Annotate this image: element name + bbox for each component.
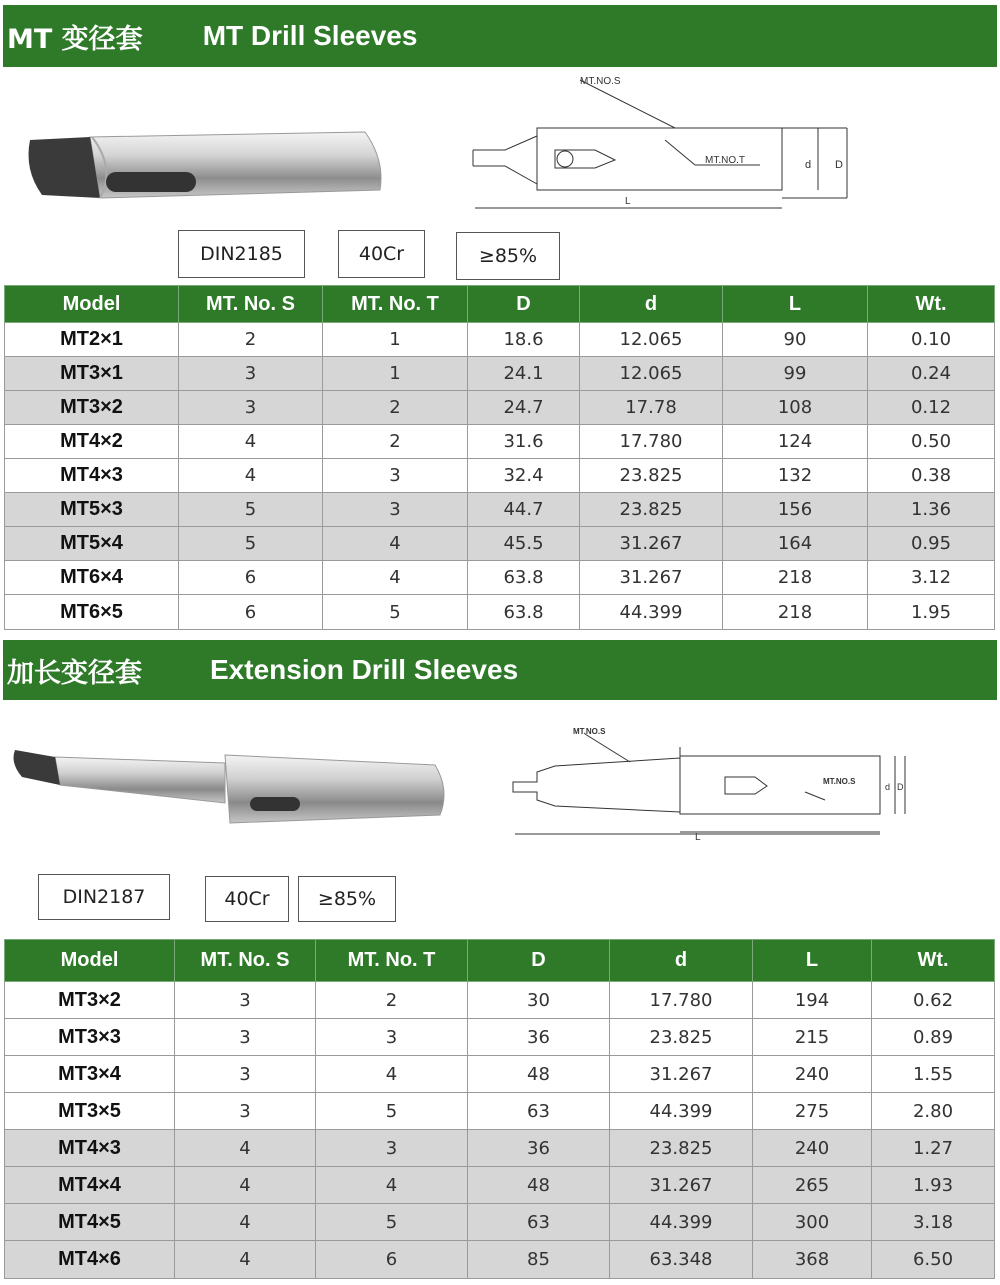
table-row [5, 323, 995, 357]
table-cell: 6 [316, 1241, 468, 1279]
col-weight: Wt. [872, 940, 995, 982]
table-cell: 5 [323, 595, 468, 630]
table-row [5, 425, 995, 459]
table-row [5, 459, 995, 493]
table-cell: 36 [468, 1019, 610, 1056]
table-cell: 0.38 [868, 459, 995, 493]
table-cell: 164 [723, 527, 868, 561]
table-cell: 63 [468, 1204, 610, 1241]
label-mt-no-t: MT.NO.T [705, 155, 745, 166]
model-cell: MT5×4 [5, 527, 179, 561]
table-cell: 90 [723, 323, 868, 357]
table-row [5, 1241, 995, 1279]
table-cell: 63 [468, 1093, 610, 1130]
table-cell: 31.267 [610, 1056, 753, 1093]
label-length: L [695, 832, 701, 843]
label-big-d: D [897, 782, 904, 792]
col-mt-no-s: MT. No. S [179, 286, 323, 323]
table-cell: 1.93 [872, 1167, 995, 1204]
model-cell: MT6×4 [5, 561, 179, 595]
model-cell: MT3×3 [5, 1019, 175, 1056]
table-cell: 48 [468, 1056, 610, 1093]
table-cell: 63.348 [610, 1241, 753, 1279]
table-cell: 156 [723, 493, 868, 527]
col-weight: Wt. [868, 286, 995, 323]
table-cell: 3 [175, 1093, 316, 1130]
section1-title-bar [3, 5, 997, 67]
table-cell: 3 [316, 1019, 468, 1056]
col-mt-no-s: MT. No. S [175, 940, 316, 982]
table-cell: 2 [323, 391, 468, 425]
table-cell: 44.7 [468, 493, 580, 527]
table-row [5, 1056, 995, 1093]
table-cell: 3 [179, 357, 323, 391]
model-cell: MT4×2 [5, 425, 179, 459]
col-model: Model [5, 940, 175, 982]
table-cell: 3 [316, 1130, 468, 1167]
col-small-d: d [610, 940, 753, 982]
table-cell: 5 [179, 527, 323, 561]
model-cell: MT4×3 [5, 459, 179, 493]
model-cell: MT3×1 [5, 357, 179, 391]
spec-hardness: ≥85% [456, 232, 560, 280]
table-cell: 240 [753, 1056, 872, 1093]
table-cell: 23.825 [580, 459, 723, 493]
label-small-d: d [805, 159, 812, 171]
table-cell: 4 [175, 1130, 316, 1167]
model-cell: MT4×4 [5, 1167, 175, 1204]
extension-sleeve-photo [10, 735, 455, 835]
model-cell: MT3×2 [5, 391, 179, 425]
table-cell: 194 [753, 982, 872, 1019]
table-row [5, 493, 995, 527]
table-cell: 12.065 [580, 357, 723, 391]
table-row [5, 1204, 995, 1241]
model-cell: MT4×3 [5, 1130, 175, 1167]
table-cell: 2 [179, 323, 323, 357]
table-cell: 3 [323, 459, 468, 493]
table-cell: 4 [323, 561, 468, 595]
table-row [5, 1019, 995, 1056]
table-cell: 24.1 [468, 357, 580, 391]
table-cell: 31.267 [580, 561, 723, 595]
table-cell: 3.12 [868, 561, 995, 595]
table-cell: 5 [316, 1093, 468, 1130]
table-cell: 85 [468, 1241, 610, 1279]
table-row [5, 982, 995, 1019]
label-big-d: D [835, 159, 843, 171]
spec-standard: DIN2185 [178, 230, 305, 278]
table-cell: 6 [179, 561, 323, 595]
table-cell: 63.8 [468, 561, 580, 595]
table-cell: 0.62 [872, 982, 995, 1019]
table-cell: 215 [753, 1019, 872, 1056]
table-cell: 0.10 [868, 323, 995, 357]
table-row [5, 1167, 995, 1204]
col-mt-no-t: MT. No. T [323, 286, 468, 323]
table-cell: 5 [316, 1204, 468, 1241]
model-cell: MT4×6 [5, 1241, 175, 1279]
table-cell: 1 [323, 357, 468, 391]
table-cell: 23.825 [610, 1019, 753, 1056]
table-cell: 2 [323, 425, 468, 459]
table-cell: 4 [323, 527, 468, 561]
col-big-d: D [468, 286, 580, 323]
drill-sleeve-photo [20, 120, 400, 220]
table-cell: 44.399 [580, 595, 723, 630]
table-cell: 3 [175, 1056, 316, 1093]
table-cell: 3 [179, 391, 323, 425]
table-cell: 4 [175, 1204, 316, 1241]
table-cell: 240 [753, 1130, 872, 1167]
table-cell: 99 [723, 357, 868, 391]
table-cell: 45.5 [468, 527, 580, 561]
table-cell: 5 [179, 493, 323, 527]
label-mt-no-s: MT.NO.S [580, 76, 621, 87]
table-cell: 275 [753, 1093, 872, 1130]
table-cell: 124 [723, 425, 868, 459]
table-cell: 132 [723, 459, 868, 493]
table-cell: 44.399 [610, 1093, 753, 1130]
col-length: L [753, 940, 872, 982]
table-cell: 12.065 [580, 323, 723, 357]
col-model: Model [5, 286, 179, 323]
table-row [5, 1130, 995, 1167]
label-mt-no-s: MT.NO.S [573, 727, 606, 736]
table-cell: 1.55 [872, 1056, 995, 1093]
table-cell: 0.24 [868, 357, 995, 391]
table-cell: 4 [179, 459, 323, 493]
table-cell: 63.8 [468, 595, 580, 630]
table-cell: 17.78 [580, 391, 723, 425]
table-cell: 4 [316, 1056, 468, 1093]
table-row [5, 595, 995, 630]
section2-technical-drawing [505, 722, 915, 847]
section1-table [4, 285, 995, 630]
table-cell: 1.27 [872, 1130, 995, 1167]
table-cell: 1 [323, 323, 468, 357]
table-cell: 368 [753, 1241, 872, 1279]
model-cell: MT3×4 [5, 1056, 175, 1093]
model-cell: MT5×3 [5, 493, 179, 527]
section1-technical-drawing [465, 70, 860, 220]
label-length: L [625, 196, 631, 207]
spec-standard: DIN2187 [38, 874, 170, 920]
section1-title-cn: MT 变径套 [7, 23, 143, 55]
table-row [5, 561, 995, 595]
table-cell: 23.825 [580, 493, 723, 527]
table-row [5, 1093, 995, 1130]
table-cell: 6 [179, 595, 323, 630]
model-cell: MT3×2 [5, 982, 175, 1019]
table-row [5, 357, 995, 391]
model-cell: MT2×1 [5, 323, 179, 357]
table-cell: 30 [468, 982, 610, 1019]
table-cell: 6.50 [872, 1241, 995, 1279]
table-cell: 48 [468, 1167, 610, 1204]
table-cell: 300 [753, 1204, 872, 1241]
table-cell: 218 [723, 595, 868, 630]
table-cell: 108 [723, 391, 868, 425]
table-cell: 44.399 [610, 1204, 753, 1241]
table-cell: 4 [175, 1241, 316, 1279]
model-cell: MT4×5 [5, 1204, 175, 1241]
table-row [5, 391, 995, 425]
model-cell: MT6×5 [5, 595, 179, 630]
spec-hardness: ≥85% [298, 876, 396, 922]
table-cell: 36 [468, 1130, 610, 1167]
table-cell: 4 [175, 1167, 316, 1204]
section2-title-cn: 加长变径套 [7, 657, 142, 689]
table-cell: 3 [175, 982, 316, 1019]
table-cell: 31.267 [610, 1167, 753, 1204]
table-cell: 218 [723, 561, 868, 595]
table-cell: 32.4 [468, 459, 580, 493]
section1-title-en: MT Drill Sleeves [202, 20, 418, 51]
col-mt-no-t: MT. No. T [316, 940, 468, 982]
table-cell: 3 [323, 493, 468, 527]
table-cell: 17.780 [580, 425, 723, 459]
table-cell: 2 [316, 982, 468, 1019]
table-cell: 31.6 [468, 425, 580, 459]
col-length: L [723, 286, 868, 323]
table-cell: 23.825 [610, 1130, 753, 1167]
label-small-d: d [885, 782, 891, 792]
section2-title-en: Extension Drill Sleeves [210, 654, 519, 685]
table-cell: 0.95 [868, 527, 995, 561]
section2-title-bar [3, 640, 997, 700]
table-cell: 4 [179, 425, 323, 459]
table-cell: 265 [753, 1167, 872, 1204]
col-small-d: d [580, 286, 723, 323]
section2-table [4, 939, 995, 1279]
table-cell: 17.780 [610, 982, 753, 1019]
spec-material: 40Cr [205, 876, 289, 922]
spec-material: 40Cr [338, 230, 425, 278]
table-cell: 31.267 [580, 527, 723, 561]
table-cell: 2.80 [872, 1093, 995, 1130]
table-cell: 1.95 [868, 595, 995, 630]
col-big-d: D [468, 940, 610, 982]
label-mt-no-s-2: MT.NO.S [823, 777, 856, 786]
table-cell: 24.7 [468, 391, 580, 425]
table-cell: 3.18 [872, 1204, 995, 1241]
table-cell: 0.50 [868, 425, 995, 459]
table-cell: 18.6 [468, 323, 580, 357]
model-cell: MT3×5 [5, 1093, 175, 1130]
table-cell: 4 [316, 1167, 468, 1204]
table-cell: 0.89 [872, 1019, 995, 1056]
table-cell: 0.12 [868, 391, 995, 425]
table-cell: 3 [175, 1019, 316, 1056]
table-row [5, 527, 995, 561]
table-cell: 1.36 [868, 493, 995, 527]
